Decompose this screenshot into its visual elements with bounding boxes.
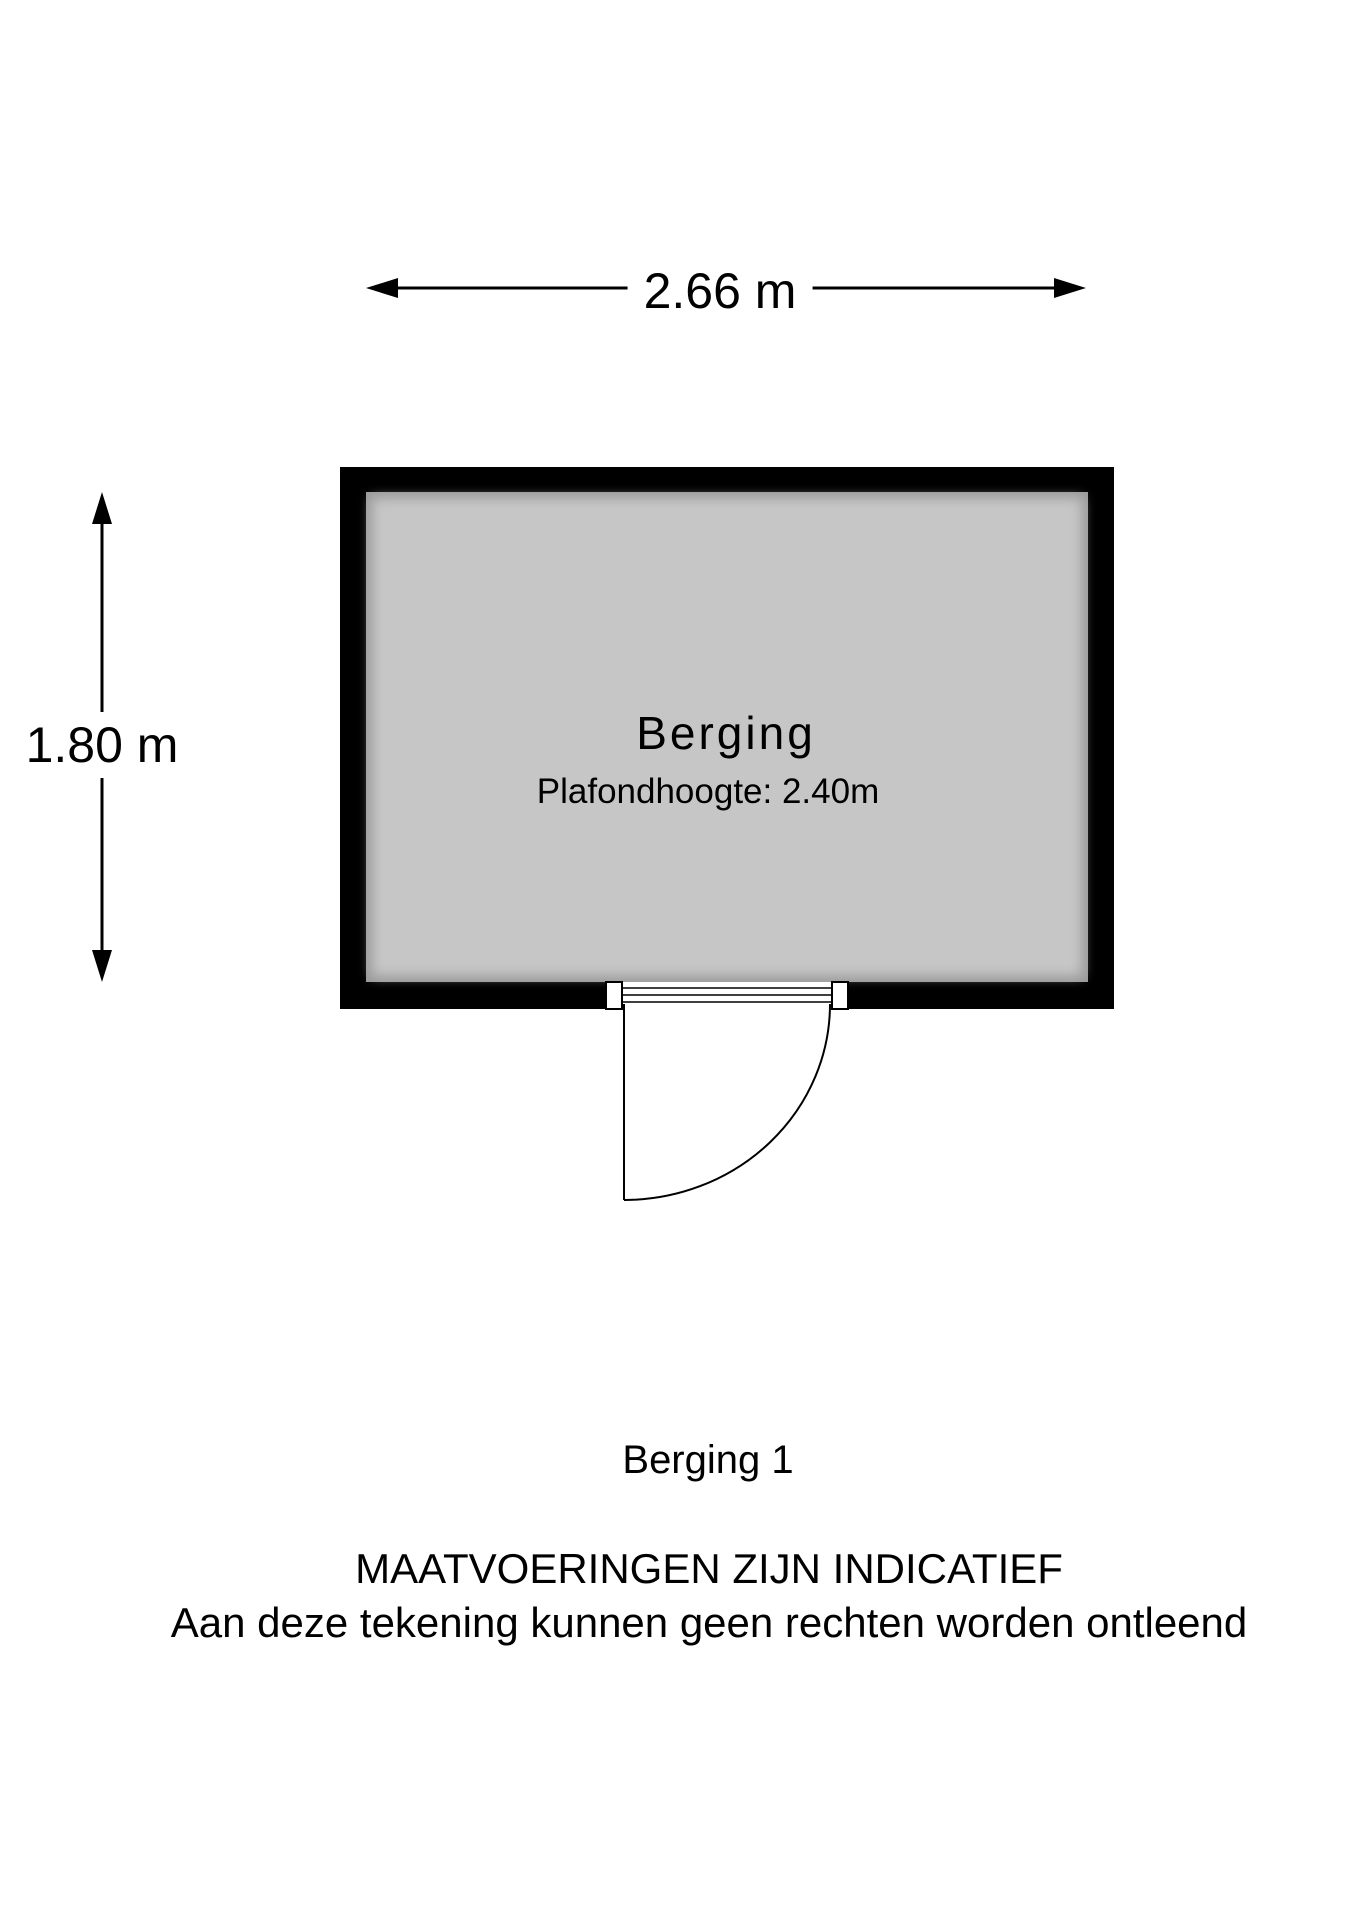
room-name-label: Berging: [636, 707, 816, 759]
width-dimension-label: 2.66 m: [628, 266, 813, 316]
height-dimension-label: 1.80 m: [26, 712, 179, 778]
disclaimer-text: Aan deze tekening kunnen geen rechten worden ontleend: [170, 1599, 1248, 1646]
plan-caption: Berging 1: [622, 1438, 794, 1482]
door-swing: [624, 1004, 830, 1200]
ceiling-height-label: Plafondhoogte: 2.40m: [536, 772, 880, 811]
door-opening: [606, 982, 848, 1009]
disclaimer-heading: MAATVOERINGEN ZIJN INDICATIEF: [355, 1545, 1063, 1592]
